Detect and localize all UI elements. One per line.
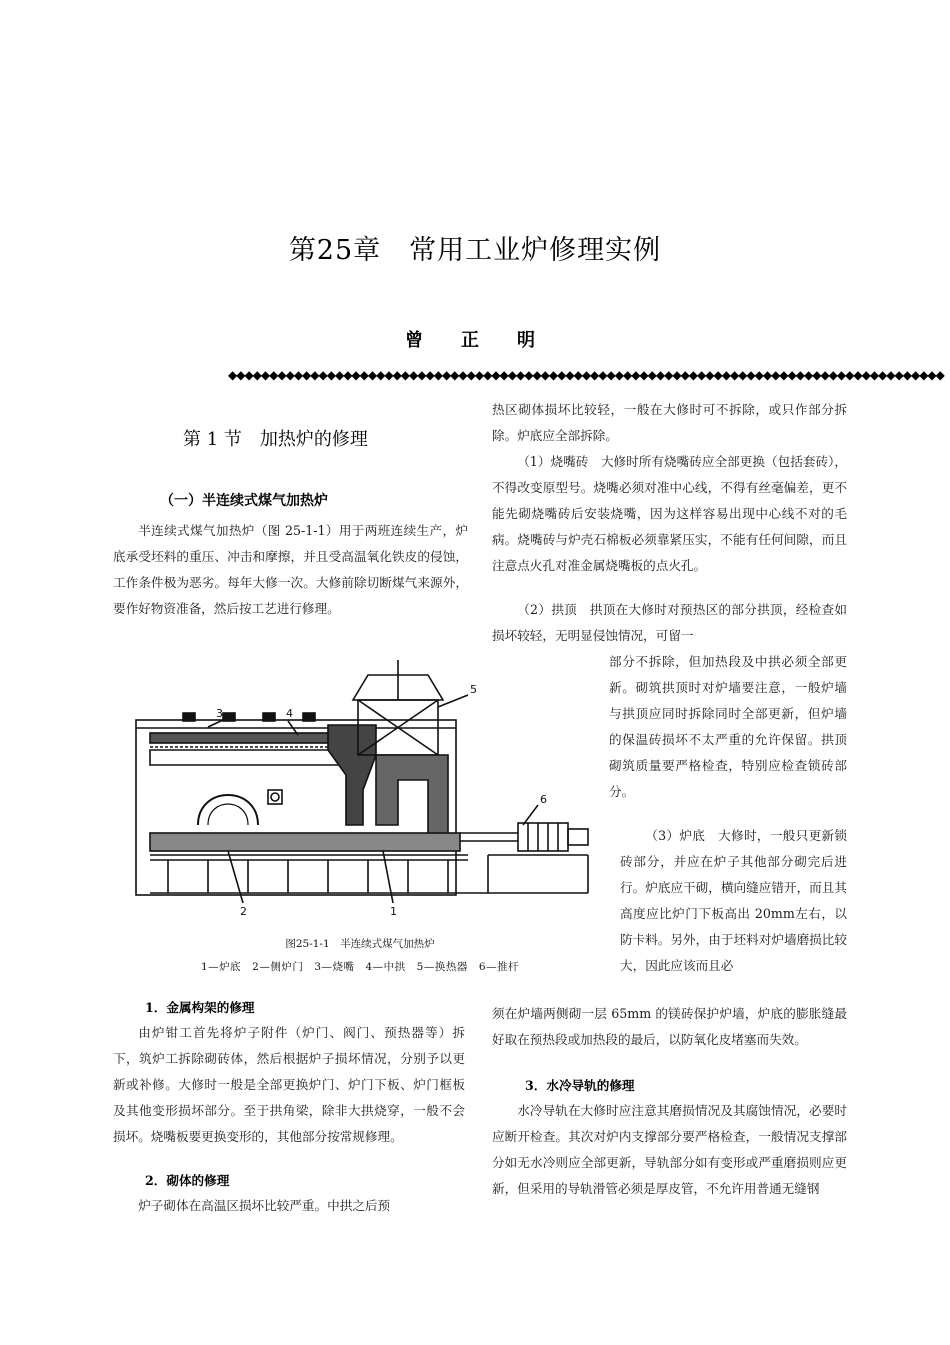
furnace-diagram — [128, 655, 608, 920]
burner-top-2 — [223, 713, 235, 721]
item2-text-left: 炉子砌体在高温区损坏比较严重。中拱之后预 — [138, 1198, 391, 1213]
burner-port — [268, 790, 282, 804]
subsection-title: （一）半连续式煤气加热炉 — [160, 493, 328, 509]
label-2: 2 — [240, 905, 247, 918]
middle-arch — [328, 725, 376, 825]
item1-text: 由炉钳工首先将炉子附件（炉门、阀门、预热器等）拆下，筑炉工拆除砌砖体，然后根据炉子损坏情况，分别予以更新或补修。大修时一般是全部更换炉门、炉门下板、炉门框板及其他变形损坏部分。至于拱角梁，除非大拱烧穿，一般不会损坏。烧嘴板要更换变形的，其他部分按常规修理。 — [113, 1025, 465, 1144]
label-1: 1 — [390, 905, 397, 918]
author: 曾 正 明 — [405, 330, 545, 351]
pusher-assembly — [460, 823, 588, 893]
chapter-title: 第25章 常用工业炉修理实例 — [288, 235, 662, 266]
hearth-paragraph-1: （3）炉底 大修时，一般只更新锁砖部分，并应在炉子其他部分砌完后进行。炉底应干砌，横向缝应错开，而且其高度应比炉门下板高出 20mm左右，以防卡料。另外，由于坯料对炉墙磨损比较大，因此应该而且必 — [620, 828, 847, 973]
label-5: 5 — [470, 683, 477, 696]
hearth-paragraph-2: 须在炉墙两侧砌一层 65mm 的镁砖保护炉墙，炉底的膨胀缝最好取在预热段或加热段的最后，以防氧化皮堵塞而失效。 — [492, 1006, 847, 1047]
pusher-cylinder — [518, 823, 568, 851]
furnace-figure — [128, 655, 608, 920]
furnace-hearth — [150, 833, 460, 851]
intro-paragraph: 半连续式煤气加热炉（图 25-1-1）用于两班连续生产，炉底承受坯料的重压、冲击和摩擦，并且受高温氧化铁皮的侵蚀，工作条件极为恶劣。每年大修一次。大修前除切断煤气来源外，要作好物资准备，然后按工艺进行修理。 — [113, 523, 468, 616]
flue-section — [376, 755, 448, 835]
ornamental-divider: ◆◆◆◆◆◆◆◆◆◆◆◆◆◆◆◆◆◆◆◆◆◆◆◆◆◆◆◆◆◆◆◆◆◆◆◆◆◆◆◆◆◆◆◆◆◆◆◆◆◆◆◆◆◆◆◆◆◆◆◆◆◆◆◆◆◆◆◆◆◆◆◆◆◆◆◆◆◆◆◆◆◆◆◆◆◆◆ — [228, 368, 944, 382]
burner-top-1 — [183, 713, 195, 721]
figure-caption: 图25-1-1 半连续式煤气加热炉 — [285, 938, 435, 950]
item3-heading: 3．水冷导轨的修理 — [525, 1078, 635, 1093]
item1-heading: 1．金属构架的修理 — [145, 1000, 255, 1015]
section-title: 第 1 节 加热炉的修理 — [183, 429, 368, 450]
burner-top-3 — [263, 713, 275, 721]
support-frame — [150, 860, 588, 893]
item2-text-right: 热区砌体损坏比较轻，一般在大修时可不拆除，或只作部分拆除。炉底应全部拆除。 — [492, 402, 847, 443]
figure-legend: 1—炉底 2—侧炉门 3—烧嘴 4—中拱 5—换热器 6—推杆 — [200, 961, 520, 973]
burner-top-4 — [303, 713, 315, 721]
burner-paragraph: （1）烧嘴砖 大修时所有烧嘴砖应全部更换（包括套砖），不得改变原型号。烧嘴必须对准中心线，不得有丝毫偏差，更不能先砌烧嘴砖后安装烧嘴，因为这样容易出现中心线不对的毛病。烧嘴砖与炉壳石棉板必须靠紧压实，不能有任何间隙，而且注意点火孔对准金属烧嘴板的点火孔。 — [492, 454, 847, 573]
label-6: 6 — [540, 793, 547, 806]
label-3: 3 — [216, 707, 223, 720]
item3-text: 水冷导轨在大修时应注意其磨损情况及其腐蚀情况，必要时应断开检查。其次对炉内支撑部分要严格检查，一般情况支撑部分如无水冷则应全部更新，导轨部分如有变形或严重磨损则应更新，但采用的导轨滑管必须是厚皮管，不允许用普通无缝钢 — [492, 1103, 847, 1196]
label-4: 4 — [286, 707, 293, 720]
arch-paragraph-1: （2）拱顶 拱顶在大修时对预热区的部分拱顶，经检查如损坏较轻，无明显侵蚀情况，可留一 — [492, 602, 847, 643]
side-door-arch — [198, 795, 258, 825]
item2-heading: 2．砌体的修理 — [145, 1173, 230, 1188]
arch-paragraph-2: 部分不拆除，但加热段及中拱必须全部更新。砌筑拱顶时对炉墙要注意，一般炉墙与拱顶应同时拆除同时全部更新，但炉墙的保温砖损坏不太严重的允许保留。拱顶砌筑质量要严格检查，特别应检查锁砖部分。 — [609, 654, 847, 799]
furnace-roof — [150, 733, 350, 743]
roof-insulation — [150, 750, 350, 765]
